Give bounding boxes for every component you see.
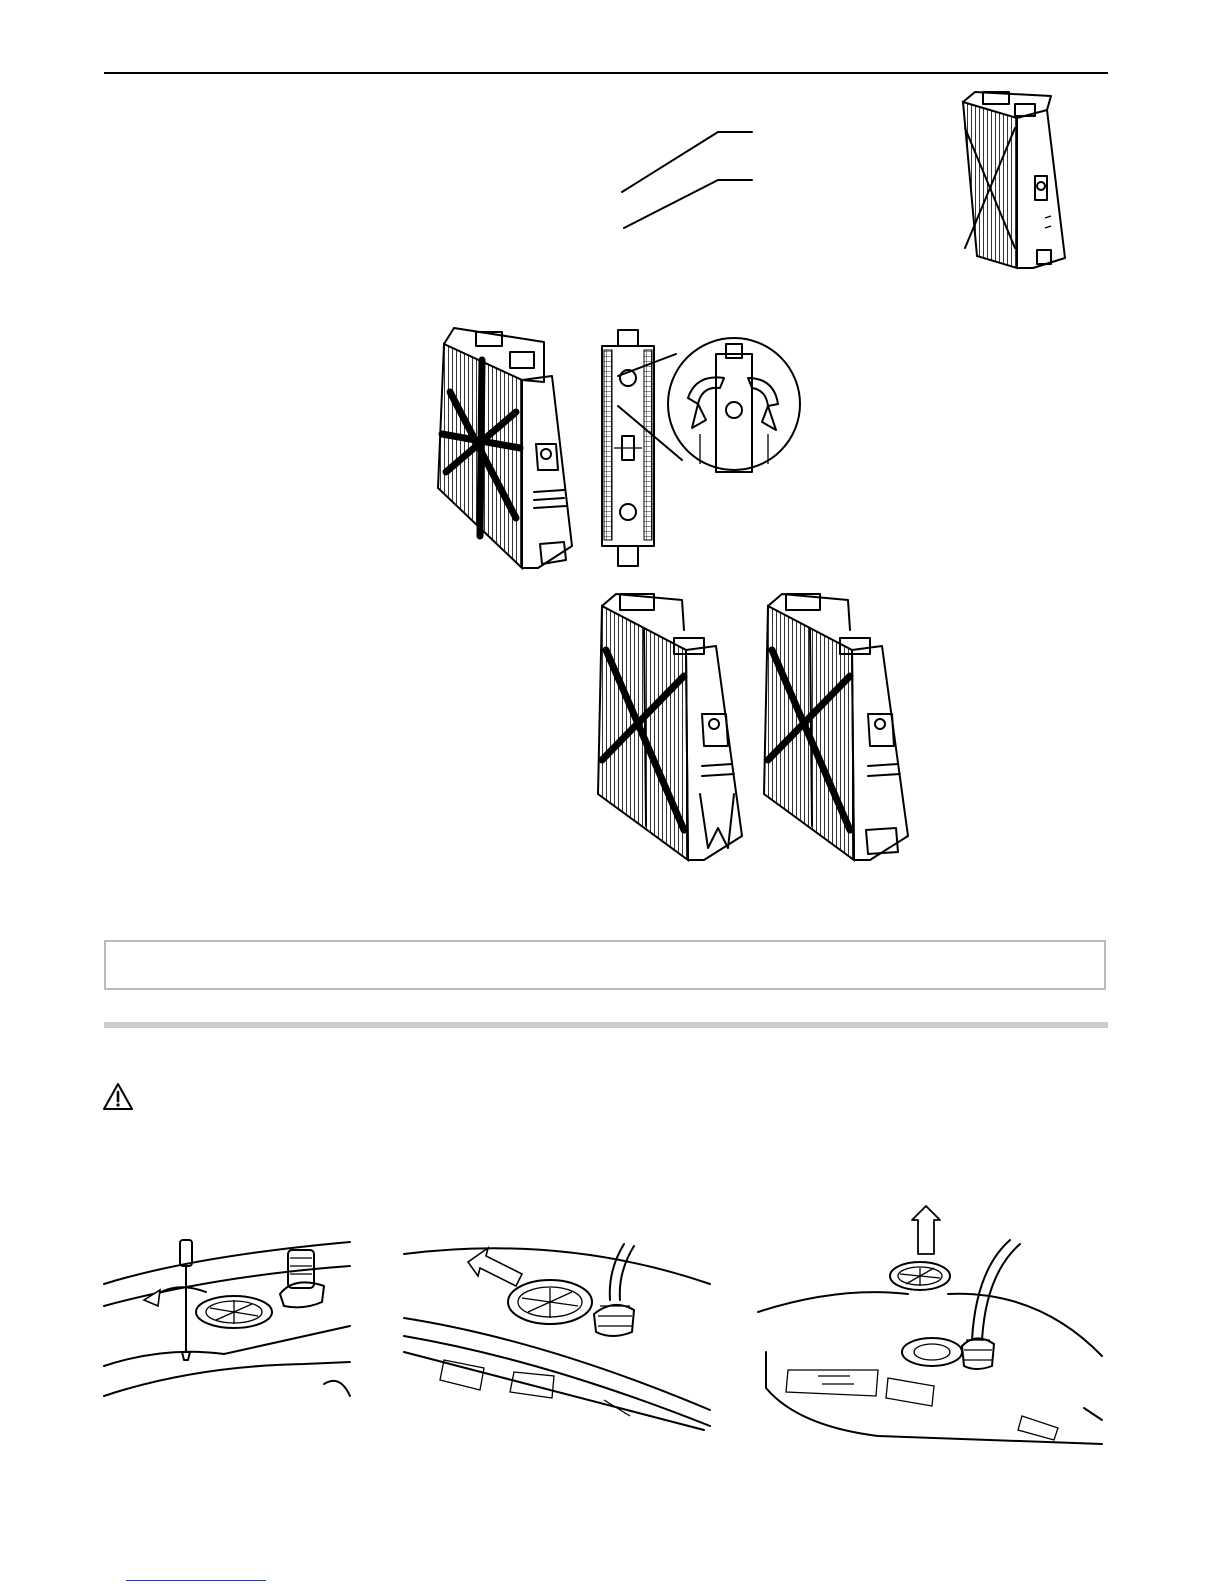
- warning-icon: [102, 1082, 134, 1112]
- section-divider: [104, 1022, 1108, 1028]
- filter-illustration-angled: [432, 322, 582, 572]
- header-rule: [104, 72, 1108, 74]
- detail-magnifier: [596, 338, 806, 472]
- note-box: [104, 940, 1106, 990]
- filter-illustration-small: [955, 88, 1075, 274]
- step-illustration-lift: [758, 1200, 1106, 1448]
- step-illustration-unscrew: [104, 1236, 354, 1406]
- step-illustration-slide: [404, 1240, 710, 1432]
- footer-link[interactable]: [126, 1566, 266, 1581]
- note-box-text: [106, 942, 1104, 970]
- filter-illustration-pair-left: [590, 590, 750, 862]
- callout-leader-lines: [600, 120, 770, 240]
- filter-illustration-pair-right: [756, 590, 916, 862]
